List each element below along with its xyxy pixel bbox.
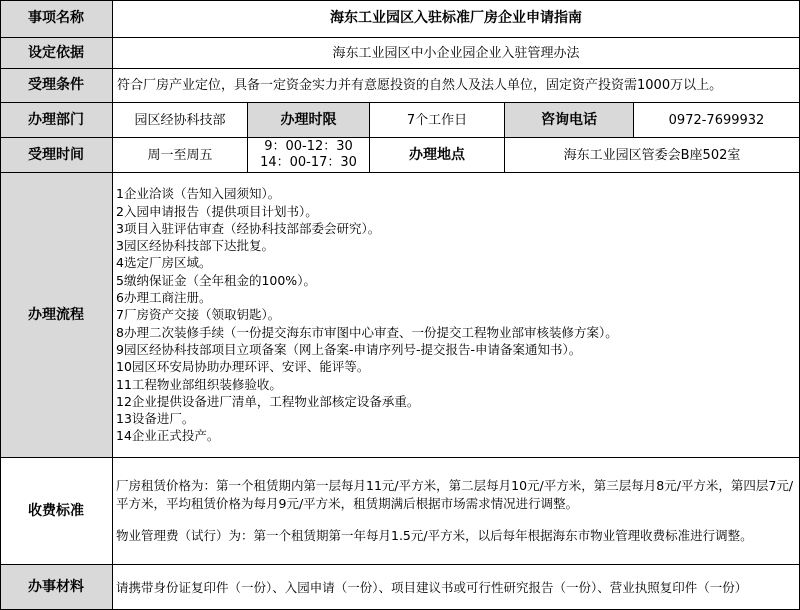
phone-label: 咨询电话 — [505, 103, 634, 138]
process-step: 3园区经协科技部下达批复。 — [116, 238, 274, 254]
fee-property-text: 物业管理费（试行）为：第一个租赁期第一年每月1.5元/平方米，以后每年根据海东市物业管理收费标准进行调整。 — [116, 528, 753, 544]
hours-days: 周一至周五 — [113, 138, 248, 173]
dept-label: 办理部门 — [0, 103, 113, 138]
materials-value: 请携带身份证复印件（一份）、入园申请（一份）、项目建议书或可行性研究报告（一份）、营业执照复印件（一份） — [113, 565, 800, 610]
hours-times — [248, 138, 370, 173]
process-step: 12企业提供设备进厂清单，工程物业部核定设备承重。 — [116, 393, 420, 409]
fee-label: 收费标准 — [0, 458, 113, 565]
process-label: 办理流程 — [0, 173, 113, 458]
process-step: 6办理工商注册。 — [116, 290, 212, 306]
materials-label: 办事材料 — [0, 565, 113, 610]
location-value: 海东工业园区管委会B座502室 — [505, 138, 800, 173]
phone-value: 0972-7699932 — [634, 103, 800, 138]
process-steps — [113, 173, 800, 458]
process-step: 4选定厂房区域。 — [116, 255, 212, 271]
item-name-value: 海东工业园区入驻标准厂房企业申请指南 — [113, 0, 800, 38]
time-limit-label: 办理时限 — [248, 103, 370, 138]
fee-content — [113, 458, 800, 565]
process-step: 9园区经协科技部项目立项备案（网上备案-申请序列号-提交报告-申请备案通知书）。 — [116, 341, 582, 357]
hours-label: 受理时间 — [0, 138, 113, 173]
process-step: 8办理二次装修手续（一份提交海东市审图中心审查、一份提交工程物业部审核装修方案）。 — [116, 324, 618, 340]
basis-label: 设定依据 — [0, 38, 113, 69]
item-name-label: 事项名称 — [0, 0, 113, 38]
conditions-label: 受理条件 — [0, 69, 113, 103]
dept-value: 园区经协科技部 — [113, 103, 248, 138]
process-step: 7厂房资产交接（领取钥匙）。 — [116, 307, 281, 323]
conditions-value: 符合厂房产业定位，具备一定资金实力并有意愿投资的自然人及法人单位，固定资产投资需1000万以上。 — [113, 69, 800, 103]
process-step: 14企业正式投产。 — [116, 428, 220, 444]
process-step: 3项目入驻评估审查（经协科技部部委会研究）。 — [116, 220, 381, 236]
hours-morning: 9：00-12：30 — [264, 139, 353, 154]
process-step: 10园区环安局协助办理环评、安评、能评等。 — [116, 359, 370, 375]
process-step: 5缴纳保证金（全年租金的100%）。 — [116, 272, 316, 288]
fee-rent-text: 厂房租赁价格为：第一个租赁期内第一层每月11元/平方米，第二层每月10元/平方米，第三层每月8元/平方米，第四层7元/平方米，平均租赁价格为每月9元/平方米，租赁期满后根据市场需求情况进行调整。 — [116, 478, 794, 511]
process-step: 11工程物业部组织装修验收。 — [116, 376, 282, 392]
location-label: 办理地点 — [370, 138, 505, 173]
process-step: 13设备进厂。 — [116, 411, 195, 427]
process-step: 1企业洽谈（告知入园须知）。 — [116, 186, 281, 202]
time-limit-value: 7个工作日 — [370, 103, 505, 138]
process-step: 2入园申请报告（提供项目计划书）。 — [116, 203, 318, 219]
hours-afternoon: 14：00-17：30 — [260, 155, 357, 170]
basis-value: 海东工业园区中小企业园企业入驻管理办法 — [113, 38, 800, 69]
